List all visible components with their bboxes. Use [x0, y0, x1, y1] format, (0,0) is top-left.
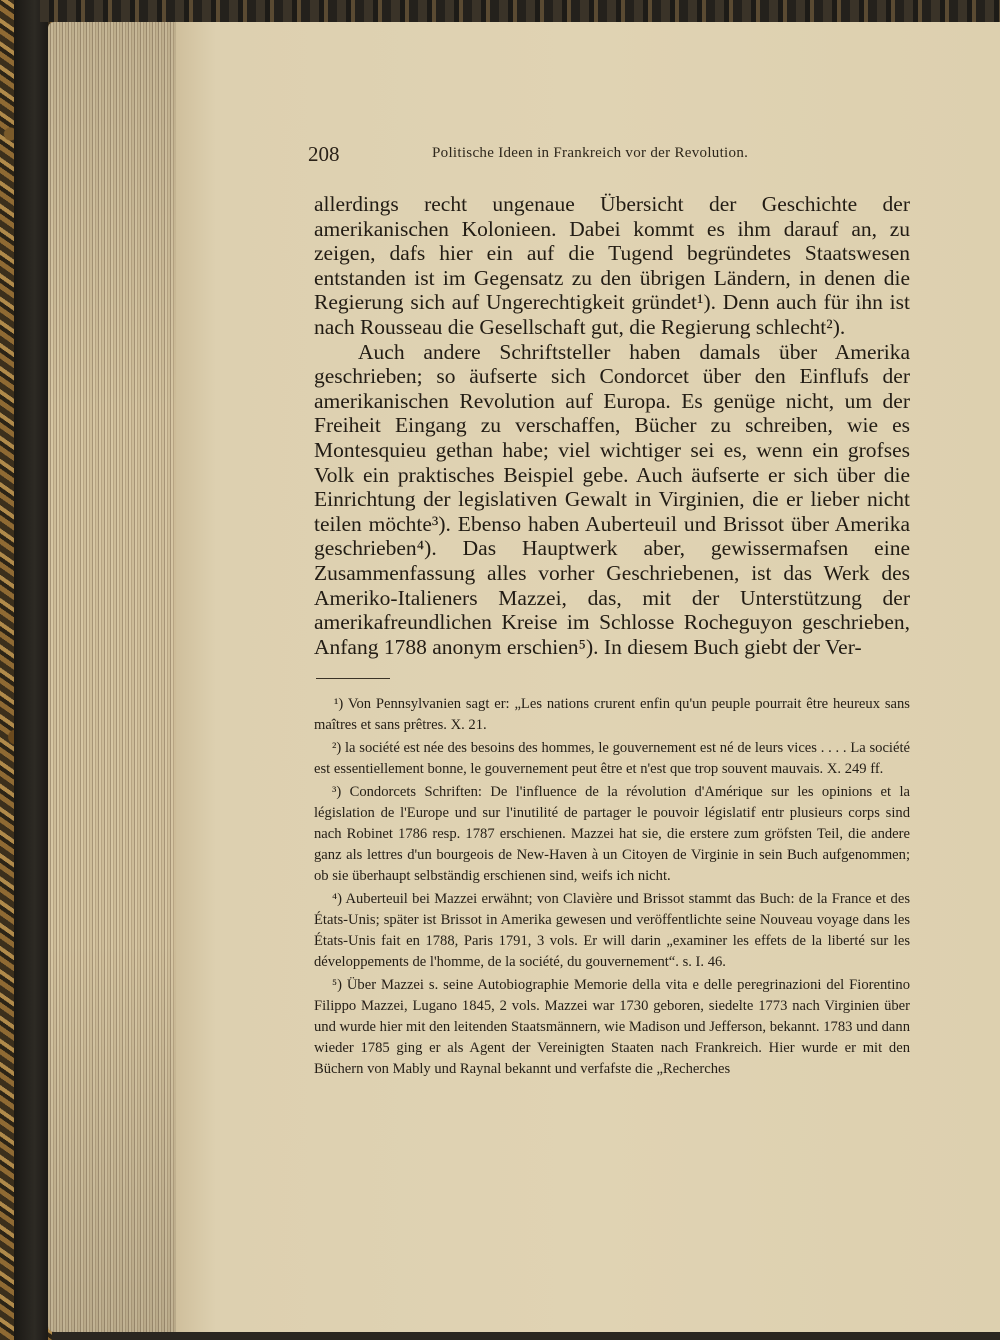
book-top-edge	[40, 0, 1000, 22]
footnote-4: ⁴) Auberteuil bei Mazzei erwähnt; von Clavière und Brissot stammt das Buch: de la France et des États-Unis; später ist Brissot in Amerika gewesen und veröffentlichte seine Nouveau voyage dans les États-Unis fait en 1788, Paris 1791, 3 vols. Er will darin „examiner les effets de la liberté sur les développements de l'homme, de la société, du gouvernement“. s. I. 46.	[314, 891, 910, 970]
page-number: 208	[308, 142, 340, 166]
book-binding-spine	[14, 0, 48, 1340]
footnote-5: ⁵) Über Mazzei s. seine Autobiographie Memorie della vita e delle peregrinazioni del Fiorentino Filippo Mazzei, Lugano 1845, 2 vols. Mazzei war 1730 geboren, siedelte 1773 nach Virginien über und wurde hier mit den leitenden Staatsmännern, wie Madison und Jefferson, bekannt. 1783 und dann wieder 1785 ging er als Agent der Vereinigten Staaten nach Frankreich. Hier wurde er mit den Büchern von Mably und Raynal bekannt und verfafste die „Recherches	[314, 977, 910, 1077]
paragraph: Auch andere Schriftsteller haben damals über Amerika geschrieben; so äufserte sich Condorcet über den Einflufs der amerikanischen Revolution auf Europa. Es genüge nicht, um der Freiheit Eingang zu verschaffen, Bücher zu schreiben, wie es Montesquieu gethan habe; viel wichtiger sei es, wenn ein grofses Volk ein praktisches Beispiel gebe. Auch äufserte er sich über die Einrichtung der legislativen Gewalt in Virginien, die er lieber nicht teilen möchte³). Ebenso haben Auberteuil und Brissot über Amerika geschrieben⁴). Das Hauptwerk aber, gewissermafsen eine Zusammenfassung alles vorher Geschriebenen, ist das Werk des Ameriko-Italieners Mazzei, das, mit der Unterstützung der amerikafreundlichen Kreise im Schlosse Rocheguyon geschrieben, Anfang 1788 anonym erschien⁵). In diesem Buch giebt der Ver-	[314, 339, 910, 659]
footnotes	[314, 694, 910, 1082]
paragraph: allerdings recht ungenaue Übersicht der Geschichte der amerikanischen Kolonieen. Dabei kommt es ihm darauf an, zu zeigen, dafs hier ein auf die Tugend begründetes Staatswesen entstanden ist im Gegensatz zu den übrigen Ländern, in denen die Regierung sich auf Ungerechtigkeit gründet¹). Denn auch für ihn ist nach Rousseau die Gesellschaft gut, die Regierung schlecht²).	[314, 192, 910, 339]
main-text	[314, 192, 910, 659]
footnote-3: ³) Condorcets Schriften: De l'influence de la révolution d'Amérique sur les opinions et la législation de l'Europe und sur l'inutilité de partager le pouvoir législatif entr plusieurs corps sind nach Robinet 1786 resp. 1787 erschienen. Mazzei hat sie, die erstere zum gröfsten Teil, die andere ganz als lettres d'un bourgeois de New-Haven à un Citoyen de Virginie in sein Buch aufgenommen; ob sie überhaupt selbständig erschienen sind, weifs ich nicht.	[314, 784, 910, 884]
running-head-title: Politische Ideen in Frankreich vor der Revolution.	[432, 145, 749, 161]
running-head	[308, 142, 948, 172]
footnote-divider	[316, 678, 390, 679]
page-bottom-shadow	[176, 1332, 1000, 1340]
book-page	[176, 22, 1000, 1332]
page-stack-edges	[48, 22, 176, 1332]
footnote-2: ²) la société est née des besoins des hommes, le gouvernement est né de leurs vices . . . . La société est essentiellement bonne, le gouvernement peut être et n'est que trop souvent mauvais. X. 249 ff.	[314, 740, 910, 777]
footnote-1: ¹) Von Pennsylvanien sagt er: „Les nations crurent enfin qu'un peuple pourrait être heureux sans maîtres et sans prêtres. X. 21.	[314, 696, 910, 733]
